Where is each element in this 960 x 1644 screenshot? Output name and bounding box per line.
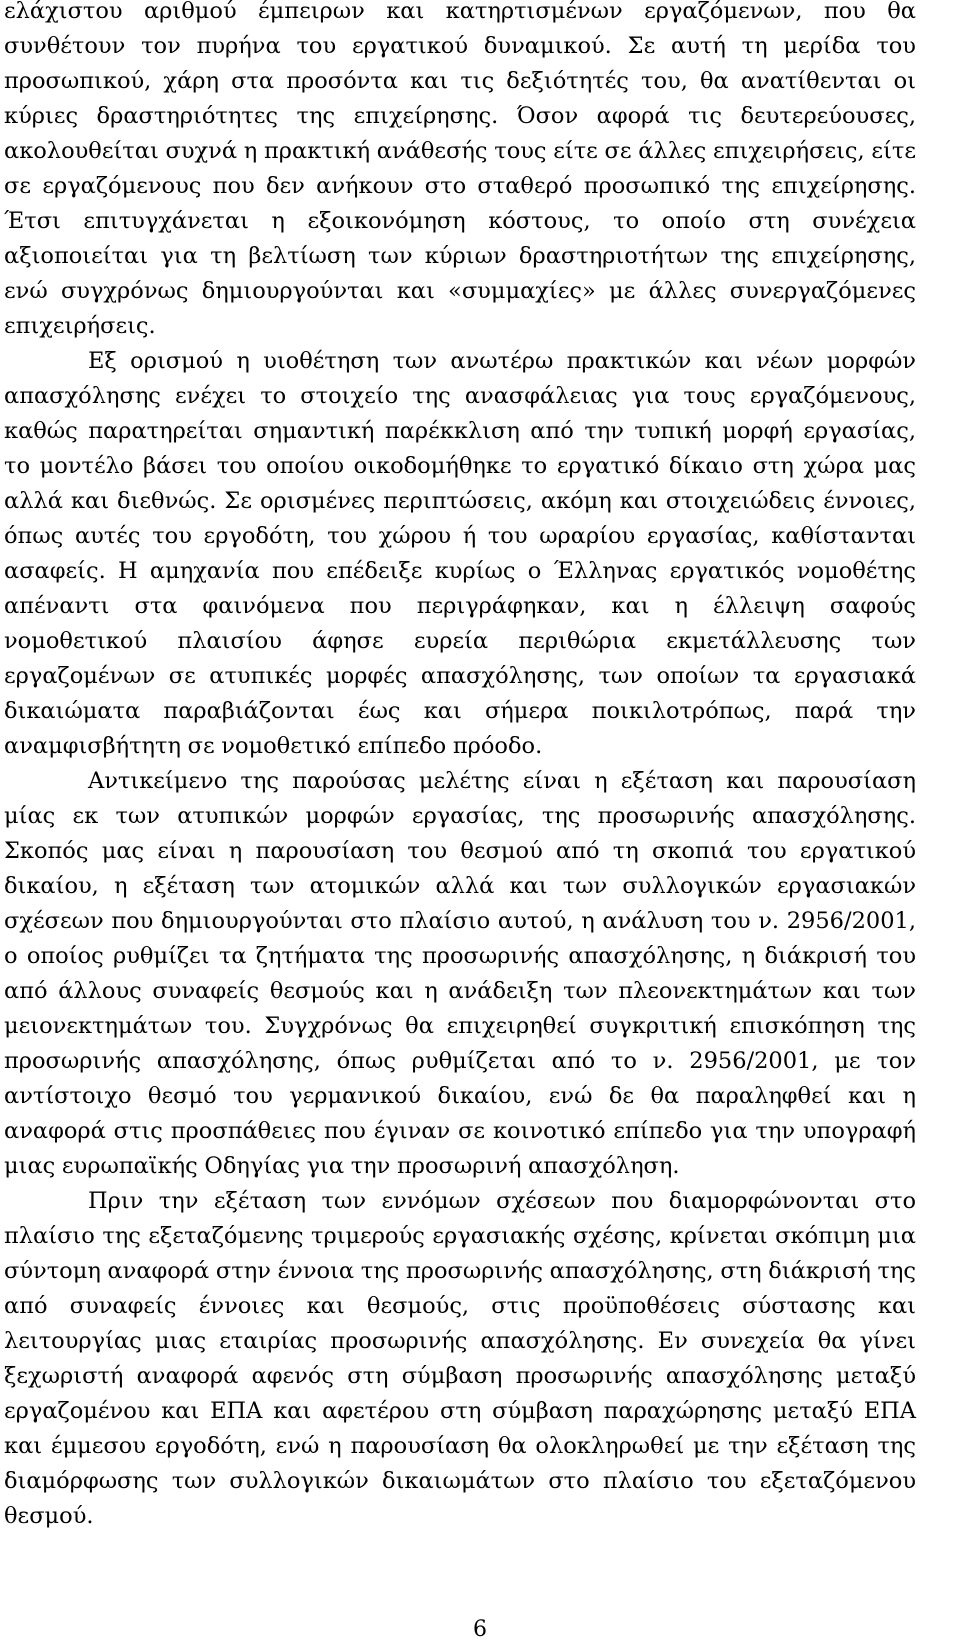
paragraph-study-objective: Αντικείμενο της παρούσας μελέτης είναι η εξέταση και παρουσίαση μίας εκ των ατυπικών μορφών εργασίας, της προσωρινής απασχόλησης. Σκοπός μας είναι η παρουσίαση του θεσμού από τη σκοπιά του εργατικού δικαίου, η εξέταση των ατομικών αλλά και των συλλογικών εργασιακών σχέσεων που δημιουργούνται στο πλαίσιο αυτού, η ανάλυση του ν. 2956/2001, ο οποίος ρυθμίζει τα ζητήματα της προσωρινής απασχόλησης, η διάκρισή του από άλλους συναφείς θεσμούς και η ανάδειξη των πλεονεκτημάτων και των μειονεκτημάτων του. Συγχρόνως θα επιχειρηθεί συγκριτική επισκόπηση της προσωρινής απασχόλησης, όπως ρυθμίζεται από το ν. 2956/2001, με τον αντίστοιχο θεσμό του γερμανικού δικαίου, ενώ δε θα παραληφθεί και η αναφορά στις προσπάθειες που έγιναν σε κοινοτικό επίπεδο για την υπογραφή μιας ευρωπαϊκής Οδηγίας για την προσωρινή απασχόληση. [4, 768, 916, 1179]
paragraph-continuation: ελάχιστου αριθμού έμπειρων και κατηρτισμένων εργαζόμενων, που θα συνθέτουν τον πυρήνα του εργατικού δυναμικού. Σε αυτή τη μερίδα του προσωπικού, χάρη στα προσόντα και τις δεξιότητές του, θα ανατίθενται οι κύριες δραστηριότητες της επιχείρησης. Όσον αφορά τις δευτερεύουσες, ακολουθείται συχνά η πρακτική ανάθεσής τους είτε σε άλλες επιχειρήσεις, είτε σε εργαζόμενους που δεν ανήκουν στο σταθερό προσωπικό της επιχείρησης. Έτσι επιτυγχάνεται η εξοικονόμηση κόστους, το οποίο στη συνέχεια αξιοποιείται για τη βελτίωση των κύριων δραστηριοτήτων της επιχείρησης, ενώ συγχρόνως δημιουργούνται και «συμμαχίες» με άλλες συνεργαζόμενες επιχειρήσεις. [4, 0, 916, 339]
paragraph-atypical-employment: Εξ ορισμού η υιοθέτηση των ανωτέρω πρακτικών και νέων μορφών απασχόλησης ενέχει το στοιχείο της ανασφάλειας για τους εργαζόμενους, καθώς παρατηρείται σημαντική παρέκκλιση από την τυπική μορφή εργασίας, το μοντέλο βάσει του οποίου οικοδομήθηκε το εργατικό δίκαιο στη χώρα μας αλλά και διεθνώς. Σε ορισμένες περιπτώσεις, ακόμη και στοιχειώδεις έννοιες, όπως αυτές του εργοδότη, του χώρου ή του ωραρίου εργασίας, καθίστανται ασαφείς. Η αμηχανία που επέδειξε κυρίως ο Έλληνας εργατικός νομοθέτης απέναντι στα φαινόμενα που περιγράφηκαν, και η έλλειψη σαφούς νομοθετικού πλαισίου άφησε ευρεία περιθώρια εκμετάλλευσης των εργαζομένων σε ατυπικές μορφές απασχόλησης, των οποίων τα εργασιακά δικαιώματα παραβιάζονται έως και σήμερα ποικιλοτρόπως, παρά την αναμφισβήτητη σε νομοθετικό επίπεδο πρόοδο. [4, 348, 916, 759]
paragraph-study-outline: Πριν την εξέταση των εννόμων σχέσεων που διαμορφώνονται στο πλαίσιο της εξεταζόμενης τριμερούς εργασιακής σχέσης, κρίνεται σκόπιμη μια σύντομη αναφορά στην έννοια της προσωρινής απασχόλησης, στη διάκρισή της από συναφείς έννοιες και θεσμούς, στις προϋποθέσεις σύστασης και λειτουργίας μιας εταιρίας προσωρινής απασχόλησης. Εν συνεχεία θα γίνει ξεχωριστή αναφορά αφενός στη σύμβαση προσωρινής απασχόλησης μεταξύ εργαζομένου και ΕΠΑ και αφετέρου στη σύμβαση παραχώρησης μεταξύ ΕΠΑ και έμμεσου εργοδότη, ενώ η παρουσίαση θα ολοκληρωθεί με την εξέταση της διαμόρφωσης των συλλογικών δικαιωμάτων στο πλαίσιο του εξεταζόμενου θεσμού. [4, 1188, 916, 1529]
page-number: 6 [473, 1617, 487, 1642]
body-text [4, 0, 916, 1534]
